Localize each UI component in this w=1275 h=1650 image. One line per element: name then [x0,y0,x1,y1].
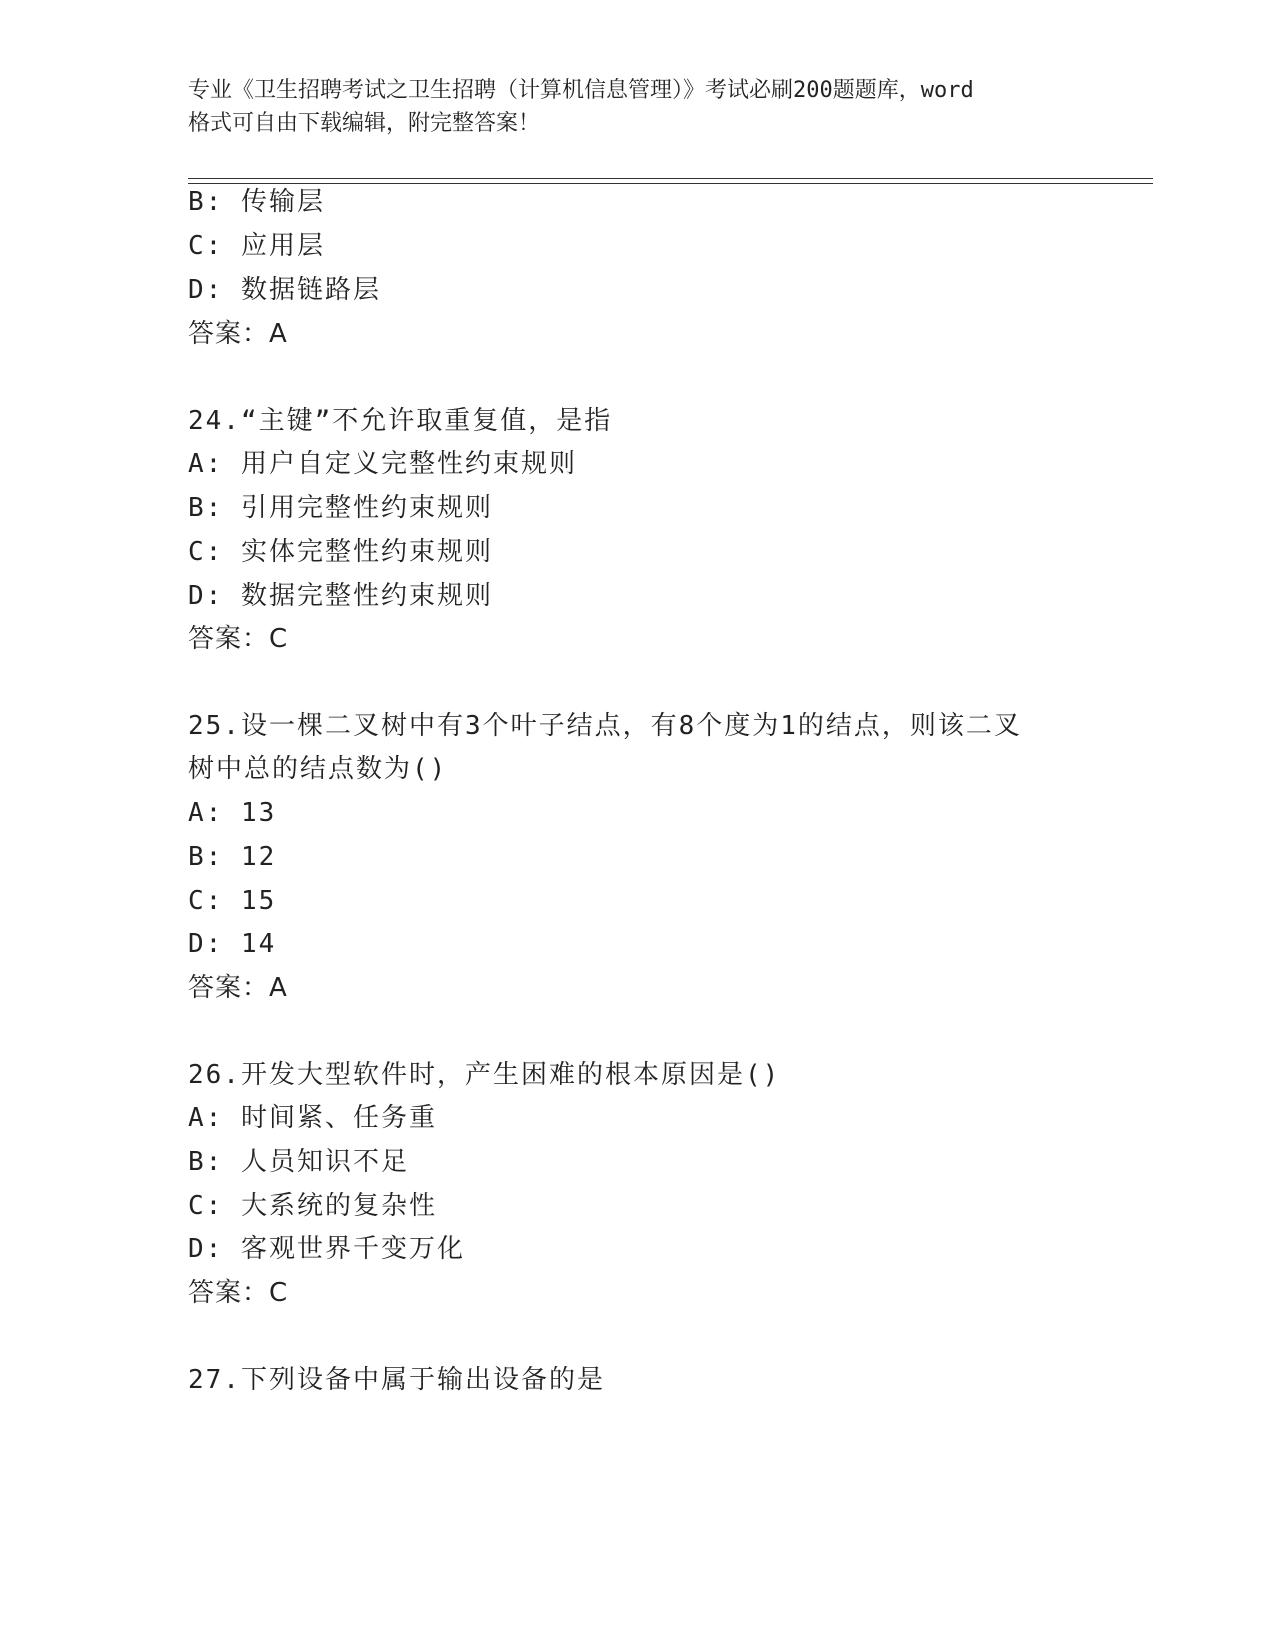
q25-option-c: C: 15 [188,886,277,916]
q27-question: 27.下列设备中属于输出设备的是 [188,1365,605,1395]
q24-question: 24.“主键”不允许取重复值，是指 [188,406,613,436]
document-page [188,0,1153,1650]
q24-option-d: D: 数据完整性约束规则 [188,581,493,611]
q24-answer: 答案：C [188,624,289,654]
q25-option-b: B: 12 [188,842,277,872]
q26-option-b: B: 人员知识不足 [188,1147,409,1177]
q26-option-c: C: 大系统的复杂性 [188,1191,437,1221]
q26-answer: 答案：C [188,1278,289,1308]
q25-question-line-1: 25.设一棵二叉树中有3个叶子结点，有8个度为1的结点，则该二叉 [188,711,1022,741]
q26-option-d: D: 客观世界千变万化 [188,1234,465,1264]
document-header [188,74,1088,140]
q25-option-a: A: 13 [188,798,277,828]
header-line-2: 格式可自由下载编辑，附完整答案！ [188,111,541,136]
q23-option-d: D: 数据链路层 [188,275,381,305]
q24-option-c: C: 实体完整性约束规则 [188,537,493,567]
q23-option-c: C: 应用层 [188,231,325,261]
q25-answer: 答案：A [188,973,288,1003]
header-rule [188,178,1153,184]
header-line-1: 专业《卫生招聘考试之卫生招聘（计算机信息管理）》考试必刷200题题库，word [188,78,974,103]
q25-question-line-2: 树中总的结点数为() [188,754,448,784]
q23-answer: 答案：A [188,319,288,349]
q26-question: 26.开发大型软件时，产生困难的根本原因是() [188,1060,781,1090]
q26-option-a: A: 时间紧、任务重 [188,1103,437,1133]
q23-option-b: B: 传输层 [188,187,325,217]
q24-option-a: A: 用户自定义完整性约束规则 [188,449,577,479]
q24-option-b: B: 引用完整性约束规则 [188,493,493,523]
q25-option-d: D: 14 [188,929,277,959]
